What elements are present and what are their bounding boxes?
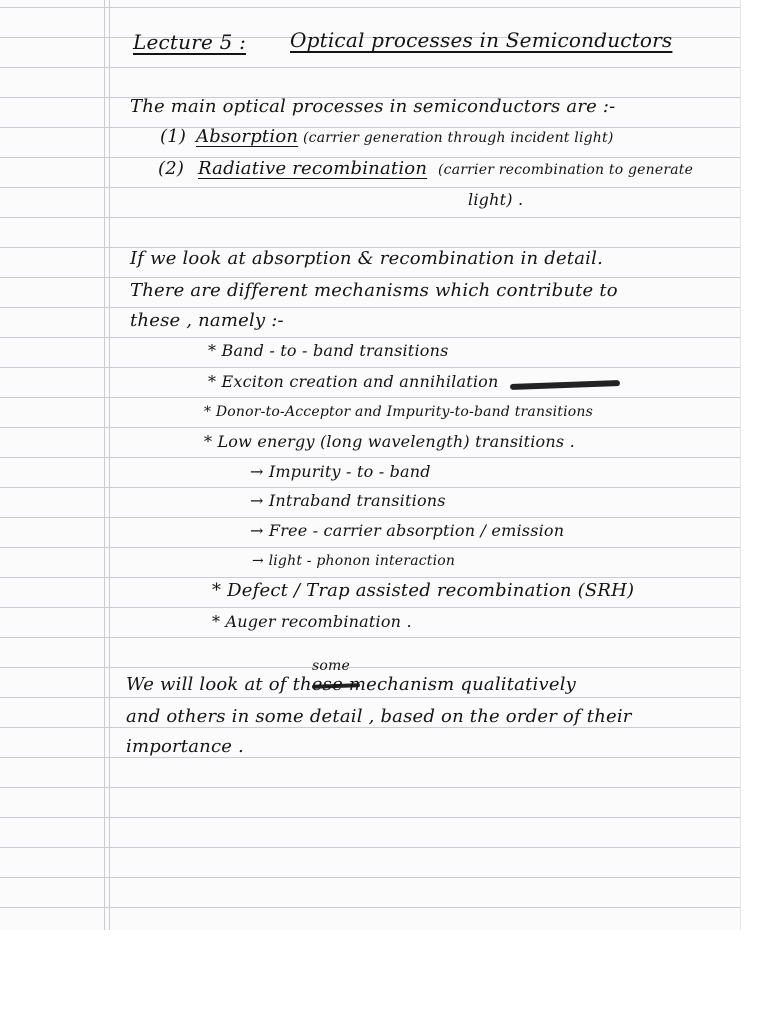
inserted-word: some: [312, 658, 350, 674]
item-description: (carrier generation through incident light): [303, 130, 614, 146]
lecture-title: Optical processes in Semiconductors: [290, 28, 673, 52]
sub-item: → light - phonon interaction: [252, 553, 456, 569]
bullet-item: * Band - to - band transitions: [208, 341, 449, 360]
margin-line: [109, 0, 110, 930]
bullet-item: * Defect / Trap assisted recombination (SRH): [212, 580, 635, 601]
item-description: (carrier recombination to generate: [438, 162, 694, 178]
item-description-continued: light) .: [468, 190, 524, 209]
margin-line: [104, 0, 105, 930]
item-term: Radiative recombination: [198, 158, 428, 179]
sub-item: → Free - carrier absorption / emission: [250, 521, 565, 540]
bullet-item: * Low energy (long wavelength) transitions .: [204, 432, 575, 451]
bullet-item: * Auger recombination .: [212, 612, 412, 631]
item-number: (1): [160, 126, 187, 147]
intro-line: The main optical processes in semiconductors are :-: [130, 96, 616, 117]
bullet-item: * Donor-to-Acceptor and Impurity-to-band transitions: [204, 404, 593, 420]
bullet-item: * Exciton creation and annihilation: [208, 372, 499, 391]
item-number: (2): [158, 158, 185, 179]
closing-line: We will look at of these mechanism qualitatively: [126, 674, 577, 695]
sub-item: → Impurity - to - band: [250, 462, 431, 481]
paragraph-line: There are different mechanisms which contribute to: [130, 280, 618, 301]
lecture-number: Lecture 5 :: [133, 30, 247, 54]
closing-line: importance .: [126, 736, 244, 757]
closing-line: and others in some detail , based on the order of their: [126, 706, 632, 727]
item-term: Absorption: [196, 126, 299, 147]
paragraph-line: these , namely :-: [130, 310, 284, 331]
paragraph-line: If we look at absorption & recombination in detail.: [130, 248, 603, 269]
sub-item: → Intraband transitions: [250, 491, 446, 510]
